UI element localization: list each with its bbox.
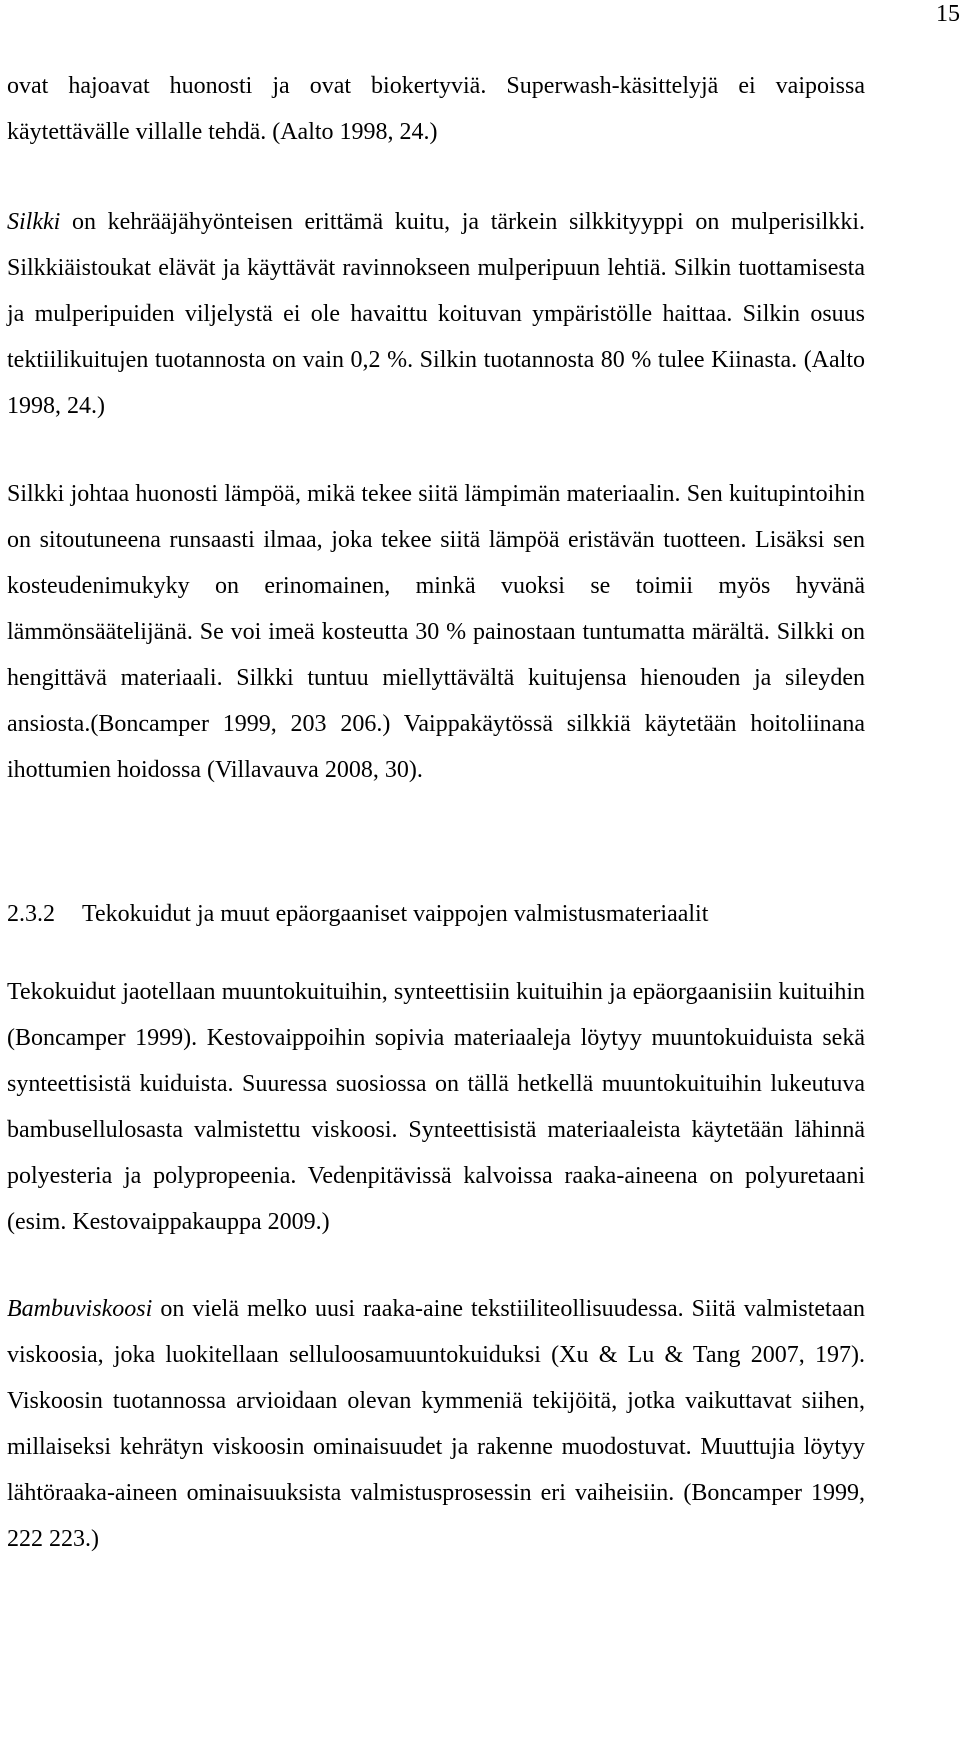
paragraph-silk-intro-text: on kehrääjähyönteisen erittämä kuitu, ja tärkein silkkityyppi on mulperisilkki. Silkkiäistoukat elävät ja käyttävät ravinnokseen mulperipuun lehtiä. Silkin tuottamisesta ja mulperipuiden viljelystä ei ole havaittu koituvan ympäristölle haittaa. Silkin osuus tektiilikuitujen tuotannosta on vain 0,2 %. Silkin tuotannosta 80 % tulee Kiinasta. (Aalto 1998, 24.): [7, 209, 865, 419]
paragraph-wool-continuation: ovat hajoavat huonosti ja ovat biokertyviä. Superwash-käsittelyjä ei vaipoissa käytettävälle villalle tehdä. (Aalto 1998, 24.): [7, 73, 865, 145]
paragraph-synthetic-fibres: Tekokuidut jaotellaan muuntokuituihin, synteettisiin kuituihin ja epäorgaanisiin kuituihin (Boncamper 1999). Kestovaippoihin sopivia materiaaleja löytyy muuntokuiduista sekä synteettisistä kuiduista. Suuressa suosiossa on tällä hetkellä muuntokuituihin lukeutuva bambusellulosasta valmistettu viskoosi. Synteettisistä materiaaleista käytetään lähinnä polyesteria ja polypropeenia. Vedenpitävissä kalvoissa raaka-aineena on polyuretaani (esim. Kestovaippakauppa 2009.): [7, 979, 865, 1235]
section-heading: [7, 891, 708, 937]
paragraph-bamboo-viscose: [7, 1286, 865, 1562]
term-silkki: Silkki: [7, 209, 61, 235]
paragraph-bamboo-viscose-text: on vielä melko uusi raaka-aine tekstiiliteollisuudessa. Siitä valmistetaan viskoosia, joka luokitellaan selluloosamuuntokuiduksi (Xu & Lu & Tang 2007, 197). Viskoosin tuotannossa arvioidaan olevan kymmeniä tekijöitä, jotka vaikuttavat siihen, millaiseksi kehrätyn viskoosin ominaisuudet ja rakenne muodostuvat. Muuttujia löytyy lähtöraaka-aineen ominaisuuksista valmistusprosessin eri vaiheisiin. (Boncamper 1999, 222 223.): [7, 1296, 865, 1552]
term-bambuviskoosi: Bambuviskoosi: [7, 1296, 153, 1322]
paragraph-silk-properties: Silkki johtaa huonosti lämpöä, mikä tekee siitä lämpimän materiaalin. Sen kuitupintoihin on sitoutuneena runsaasti ilmaa, joka tekee siitä lämpöä eristävän tuotteen. Lisäksi sen kosteudenimukyky on erinomainen, minkä vuoksi se toimii myös hyvänä lämmönsäätelijänä. Se voi imeä kosteutta 30 % painostaan tuntumatta märältä. Silkki on hengittävä materiaali. Silkki tuntuu miellyttävältä kuitujensa hienouden ja sileyden ansiosta.(Boncamper 1999, 203 206.) Vaippakäytössä silkkiä käytetään hoitoliinana ihottumien hoidossa (Villavauva 2008, 30).: [7, 481, 865, 783]
paragraph-silk-intro: [7, 199, 865, 429]
page-number: 15: [936, 1, 960, 27]
section-title: Tekokuidut ja muut epäorgaaniset vaippojen valmistusmateriaalit: [82, 901, 709, 927]
section-number: 2.3.2: [7, 901, 55, 927]
